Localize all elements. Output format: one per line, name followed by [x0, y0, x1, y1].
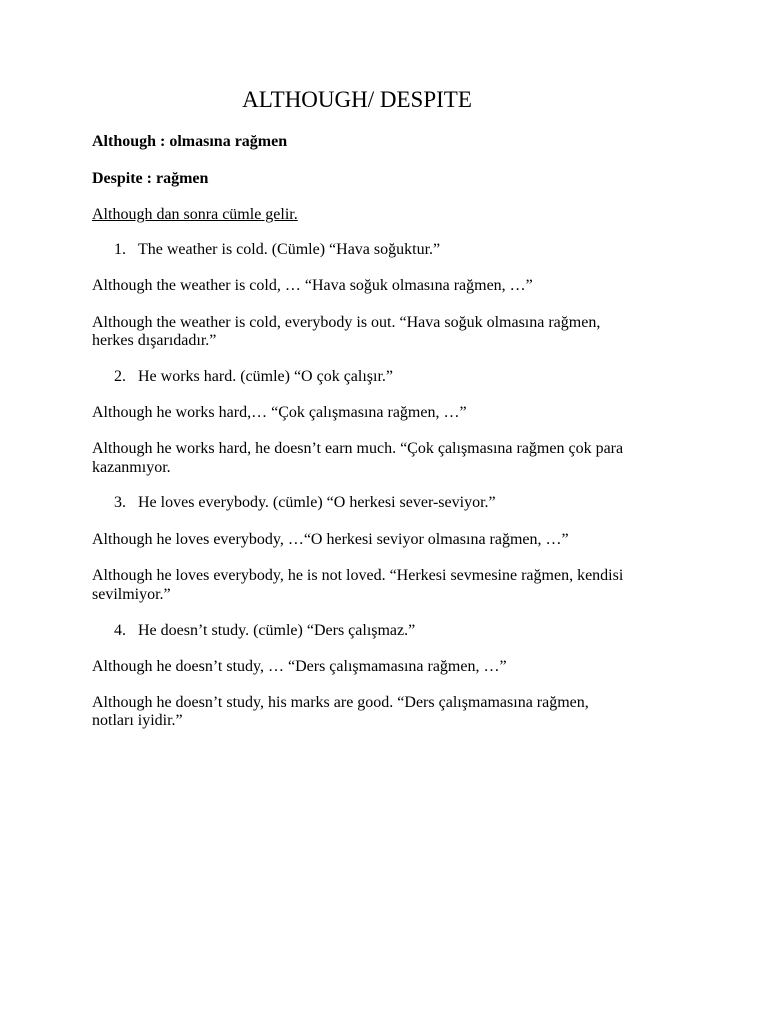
example-sentence-line: kazanmıyor.	[92, 459, 171, 476]
example-sentence-line: herkes dışarıdadır.”	[92, 332, 217, 349]
example-sentence: Although he loves everybody, …“O herkesi seviyor olmasına rağmen, …”	[92, 531, 569, 548]
list-item-sentence: He doesn’t study. (cümle) “Ders çalışmaz.”	[138, 622, 416, 639]
example-sentence: Although he works hard,… “Çok çalışmasına rağmen, …”	[92, 404, 467, 421]
example-sentence: Although he doesn’t study, … “Ders çalışmamasına rağmen, …”	[92, 658, 507, 675]
list-item-sentence: The weather is cold. (Cümle) “Hava soğuktur.”	[138, 241, 441, 258]
example-sentence-line: Although the weather is cold, everybody is out. “Hava soğuk olmasına rağmen,	[92, 314, 601, 331]
example-sentence-line: notları iyidir.”	[92, 712, 183, 729]
list-item-number: 2.	[114, 368, 126, 385]
example-sentence-line: sevilmiyor.”	[92, 586, 171, 603]
list-item-sentence: He loves everybody. (cümle) “O herkesi sever-seviyor.”	[138, 494, 496, 511]
definition-despite: Despite : rağmen	[92, 170, 209, 187]
example-sentence-line: Although he works hard, he doesn’t earn much. “Çok çalışmasına rağmen çok para	[92, 440, 624, 457]
list-item-number: 1.	[114, 241, 126, 258]
list-item-sentence: He works hard. (cümle) “O çok çalışır.”	[138, 368, 394, 385]
example-sentence-line: Although he loves everybody, he is not loved. “Herkesi sevmesine rağmen, kendisi	[92, 567, 624, 584]
grammar-rule: Although dan sonra cümle gelir.	[92, 206, 298, 223]
example-sentence-line: Although he doesn’t study, his marks are good. “Ders çalışmamasına rağmen,	[92, 694, 589, 711]
example-sentence: Although the weather is cold, … “Hava soğuk olmasına rağmen, …”	[92, 277, 533, 294]
page-title: ALTHOUGH/ DESPITE	[242, 87, 472, 112]
list-item-number: 4.	[114, 622, 126, 639]
definition-although: Although : olmasına rağmen	[92, 133, 288, 150]
list-item-number: 3.	[114, 494, 126, 511]
